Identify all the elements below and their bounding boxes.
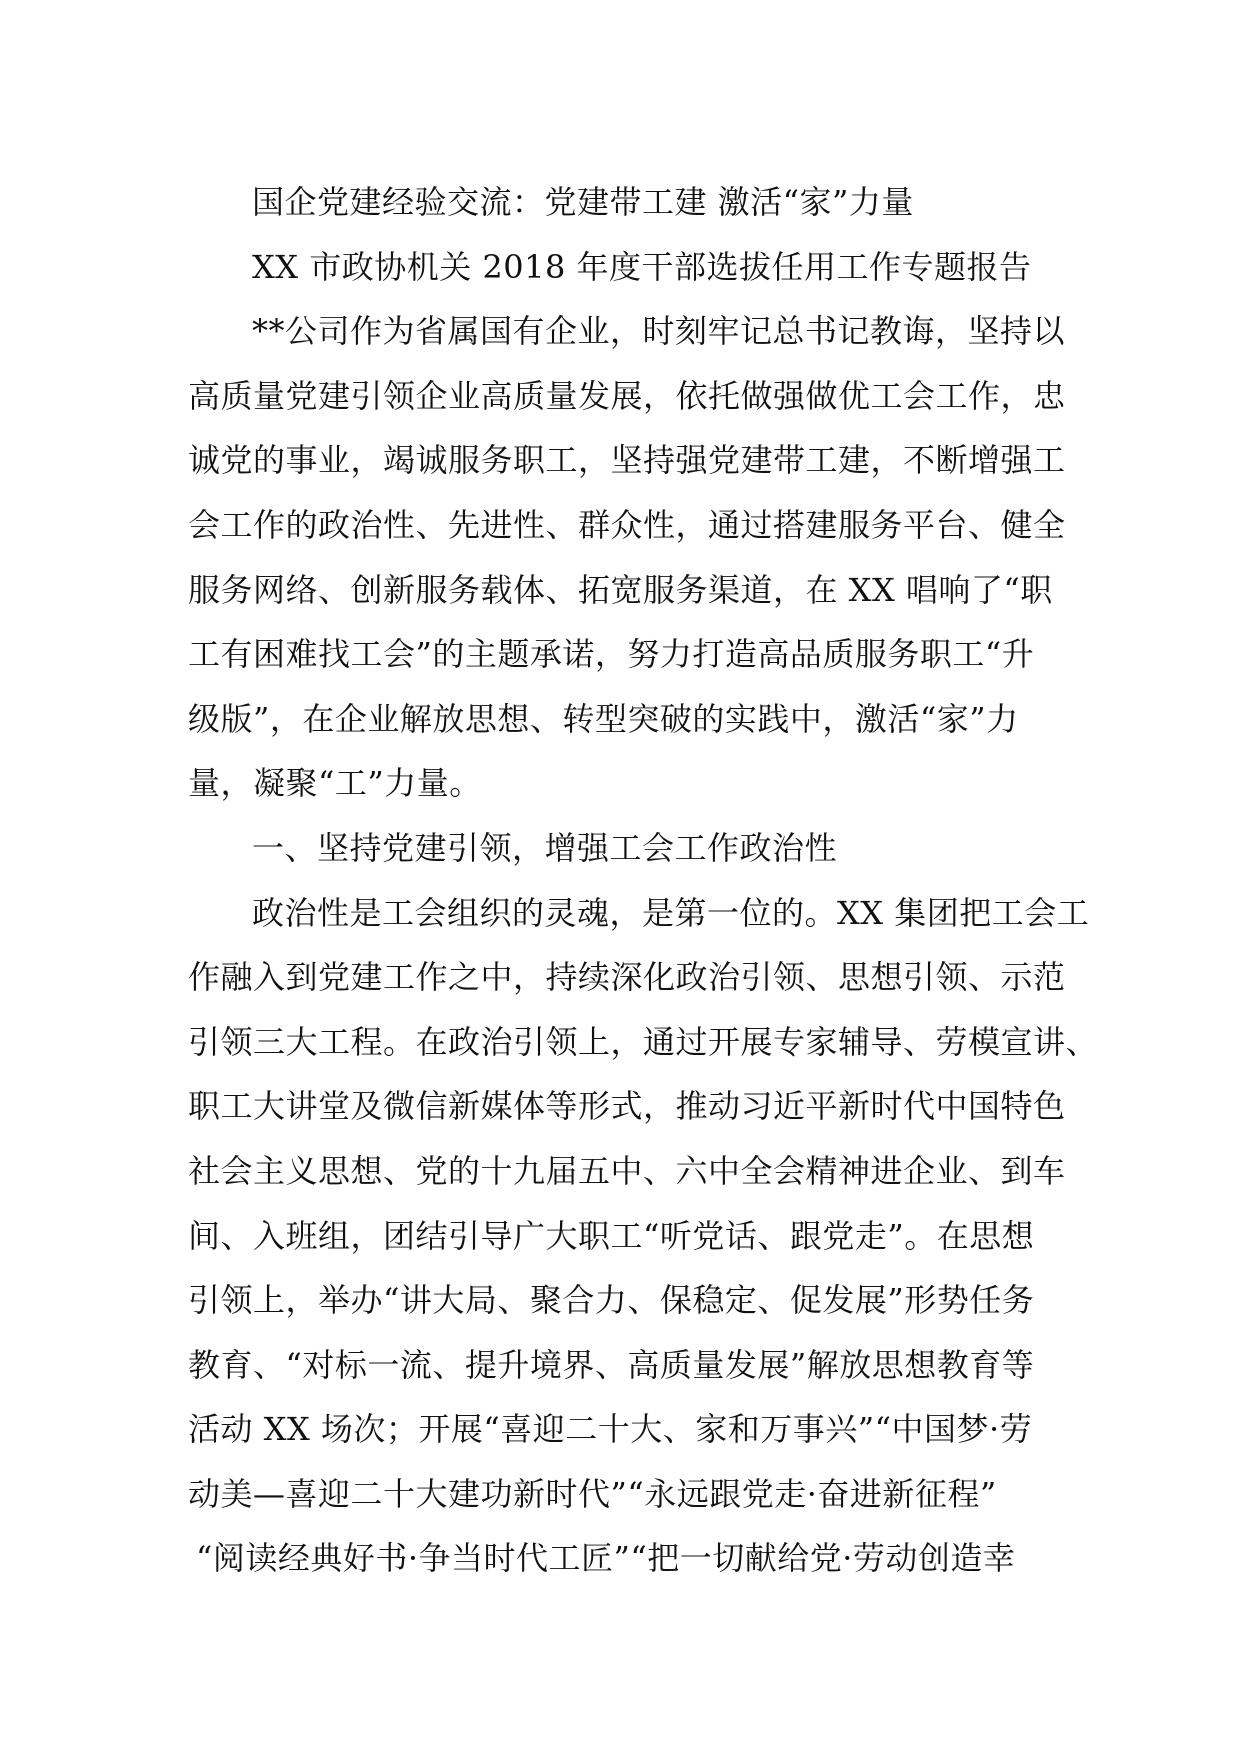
paragraph-3-line-10: 动美—喜迎二十大建功新时代”“永远跟党走·奋进新征程” xyxy=(188,1474,997,1513)
paragraph-3-line-8: 教育、“对标一流、提升境界、高质量发展”解放思想教育等 xyxy=(188,1345,1035,1384)
paragraph-1-line-3: 诚党的事业，竭诚服务职工，坚持强党建带工建，不断增强工 xyxy=(188,441,1066,480)
paragraph-1-line-1: **公司作为省属国有企业，时刻牢记总书记教诲，坚持以 xyxy=(252,312,1066,351)
paragraph-1-line-7: 级版”，在企业解放思想、转型突破的实践中，激活“家”力 xyxy=(188,699,1019,738)
section-heading-1: 一、坚持党建引领，增强工会工作政治性 xyxy=(252,828,838,867)
document-title: 国企党建经验交流：党建带工建 激活“家”力量 xyxy=(252,183,914,221)
paragraph-3-line-1: 政治性是工会组织的灵魂，是第一位的。XX 集团把工会工 xyxy=(252,893,1090,932)
paragraph-3-line-5: 社会主义思想、党的十九届五中、六中全会精神进企业、到车 xyxy=(188,1151,1066,1190)
paragraph-3-line-4: 职工大讲堂及微信新媒体等形式，推动习近平新时代中国特色 xyxy=(188,1087,1066,1126)
paragraph-1-line-8: 量，凝聚“工”力量。 xyxy=(188,764,482,803)
paragraph-1-line-4: 会工作的政治性、先进性、群众性，通过搭建服务平台、健全 xyxy=(188,505,1066,544)
paragraph-3-line-2: 作融入到党建工作之中，持续深化政治引领、思想引领、示范 xyxy=(188,958,1066,997)
paragraph-1-line-2: 高质量党建引领企业高质量发展，依托做强做优工会工作，忠 xyxy=(188,376,1066,415)
paragraph-3-line-11: “阅读经典好书·争当时代工匠”“把一切献给党·劳动创造幸 xyxy=(196,1539,1016,1578)
paragraph-3-line-7: 引领上，举办“讲大局、聚合力、保稳定、促发展”形势任务 xyxy=(188,1281,1035,1320)
paragraph-3-line-6: 间、入班组，团结引导广大职工“听党话、跟党走”。在思想 xyxy=(188,1216,1035,1255)
paragraph-1-line-5: 服务网络、创新服务载体、拓宽服务渠道，在 XX 唱响了“职 xyxy=(188,570,1053,609)
paragraph-3-line-3: 引领三大工程。在政治引领上，通过开展专家辅导、劳模宣讲、 xyxy=(188,1022,1099,1061)
document-subtitle: XX 市政协机关 2018 年度干部选拔任用工作专题报告 xyxy=(252,247,1032,286)
paragraph-3-line-9: 活动 XX 场次；开展“喜迎二十大、家和万事兴”“中国梦·劳 xyxy=(188,1410,1033,1449)
paragraph-1-line-6: 工有困难找工会”的主题承诺，努力打造高品质服务职工“升 xyxy=(188,635,1035,674)
document-body xyxy=(188,170,1099,1591)
